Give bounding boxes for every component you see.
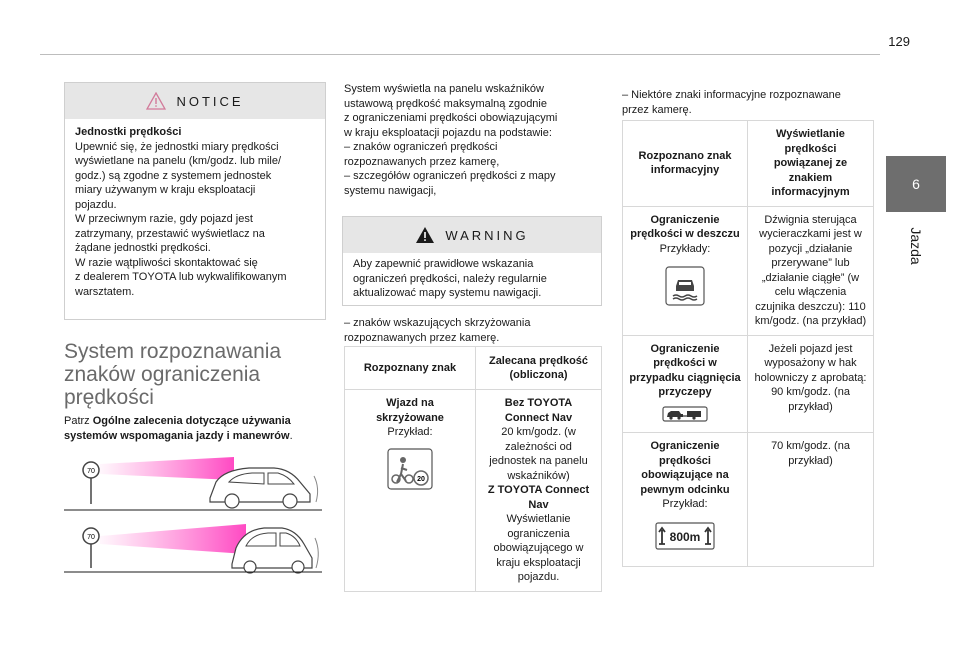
notice-line: warsztatem. bbox=[75, 285, 135, 298]
warning-box bbox=[342, 216, 602, 306]
car-camera-illustration bbox=[64, 452, 322, 512]
cell-bold-text: Ograniczenie prędkości w przypadku ciągnięcia przyczepy bbox=[629, 342, 741, 398]
table-cell bbox=[345, 390, 476, 592]
section-title-line: znaków ograniczenia bbox=[64, 363, 261, 386]
page-number: 129 bbox=[888, 34, 910, 49]
warning-header bbox=[343, 217, 601, 253]
cell-text: Wyświetlanie ograniczenia obowiązującego w kraju eksploatacji pojazdu. bbox=[493, 513, 584, 583]
text-line: rozpoznawanych przez kamerę, bbox=[344, 155, 500, 168]
chapter-tab-label bbox=[886, 216, 946, 276]
text-line: rozpoznawanych przez kamerę. bbox=[344, 331, 500, 344]
table-header-row bbox=[345, 347, 602, 390]
sign-70-text: 70 bbox=[87, 534, 95, 541]
section-reference bbox=[64, 414, 334, 443]
ref-suffix: . bbox=[289, 429, 293, 442]
table-cell: 70 km/godz. (na przykład) bbox=[748, 433, 874, 567]
table-header-cell: Rozpoznany znak bbox=[345, 347, 476, 390]
cell-bold-text: Wjazd na skrzyżowane bbox=[376, 397, 444, 424]
table-row bbox=[623, 433, 874, 567]
illustration-sign-detection-1 bbox=[64, 452, 322, 512]
table-header-cell: Rozpoznano znak informacyjny bbox=[623, 121, 748, 207]
text-line: w kraju eksploatacji pojazdu na podstawie: bbox=[344, 126, 552, 139]
cell-bold-text: Bez TOYOTA Connect Nav bbox=[504, 397, 573, 424]
table-cell bbox=[476, 390, 602, 592]
text-line: – znaków wskazujących skrzyżowania bbox=[344, 317, 531, 329]
cell-bold-text: Ograniczenie prędkości obowiązujące na pewnym odcinku bbox=[640, 440, 730, 496]
warning-triangle-icon bbox=[415, 226, 435, 244]
cell-text: Przykład: bbox=[662, 498, 708, 510]
text-line: ustawową prędkość maksymalną zgodnie bbox=[344, 97, 547, 110]
notice-box bbox=[64, 82, 326, 320]
text-line: z ograniczeniami prędkości obowiązującymi bbox=[344, 112, 558, 124]
chapter-label-text: Jazda bbox=[908, 227, 924, 265]
notice-line: miary używanym w kraju eksploatacji bbox=[75, 184, 256, 196]
sign-20-text: 20 bbox=[417, 475, 425, 483]
sign-70-text: 70 bbox=[87, 468, 95, 475]
middle-intro bbox=[344, 82, 604, 198]
intersection-table bbox=[344, 346, 602, 592]
notice-line: godz.) są zgodne z systemem jednostek bbox=[75, 169, 272, 182]
table-cell bbox=[623, 206, 748, 335]
trailer-sign-icon bbox=[629, 406, 741, 427]
text-line: systemu nawigacji, bbox=[344, 184, 437, 197]
warning-line: Aby zapewnić prawidłowe wskazania bbox=[353, 258, 534, 270]
warning-heading: WARNING bbox=[445, 227, 529, 243]
notice-line: żądane jednostki prędkości. bbox=[75, 242, 211, 254]
warning-line: aktualizować mapy systemu nawigacji. bbox=[353, 287, 542, 299]
rain-sign-icon bbox=[629, 266, 741, 311]
ref-link[interactable]: Ogólne zalecenia dotyczące używania bbox=[92, 415, 291, 427]
text-line: przez kamerę. bbox=[622, 103, 692, 116]
header-rule bbox=[40, 54, 880, 55]
notice-subtitle: Jednostki prędkości bbox=[75, 126, 182, 138]
right-intro bbox=[622, 88, 882, 117]
cell-bold-text: Z TOYOTA Connect Nav bbox=[487, 484, 590, 511]
ref-link[interactable]: systemów wspomagania jazdy i manewrów bbox=[64, 429, 290, 442]
table-cell bbox=[623, 433, 748, 567]
table-header-cell: Zalecana prędkość (obliczona) bbox=[476, 347, 602, 390]
notice-line: W przeciwnym razie, gdy pojazd jest bbox=[75, 213, 253, 225]
section-title bbox=[64, 340, 334, 409]
notice-line: pojazdu. bbox=[75, 198, 117, 211]
table-cell: Dźwignia sterująca wycieraczkami jest w pozycji „działanie przerywane” lub „działanie ciągłe” (w celu włączenia czujnika deszczu): 110 km/godz. (na przykład) bbox=[748, 206, 874, 335]
notice-line: W razie wątpliwości skontaktować się bbox=[75, 256, 258, 269]
chapter-tab-number[interactable]: 6 bbox=[886, 156, 946, 212]
text-line: – znaków ograniczeń prędkości bbox=[344, 141, 498, 153]
notice-header bbox=[65, 83, 325, 119]
warning-line: ograniczeń prędkości, należy regularnie bbox=[353, 272, 547, 285]
info-sign-table bbox=[622, 120, 874, 567]
table-row bbox=[623, 335, 874, 433]
notice-heading: NOTICE bbox=[176, 93, 244, 109]
table-cell bbox=[623, 335, 748, 433]
middle-after bbox=[344, 316, 604, 345]
illustration-sign-detection-2 bbox=[64, 514, 322, 574]
notice-line: zatrzymany, przestawić wyświetlacz na bbox=[75, 227, 265, 240]
table-row bbox=[345, 390, 602, 592]
distance-sign-icon bbox=[629, 522, 741, 555]
table-cell: Jeżeli pojazd jest wyposażony w hak holowniczy z aprobatą: 90 km/godz. (na przykład) bbox=[748, 335, 874, 433]
cell-text: Przykład: bbox=[387, 426, 433, 438]
intersection-sign-icon bbox=[351, 448, 469, 495]
distance-text: 800m bbox=[669, 529, 701, 544]
section-title-line: prędkości bbox=[64, 386, 154, 409]
ref-prefix: Patrz bbox=[64, 415, 93, 427]
notice-line: wyświetlane na panelu (km/godz. lub mile/ bbox=[75, 155, 282, 167]
warning-body bbox=[343, 253, 601, 301]
table-header-row bbox=[623, 121, 874, 207]
cell-text: 20 km/godz. (w zależności od jednostek na panelu wskaźników) bbox=[489, 426, 588, 482]
text-line: – Niektóre znaki informacyjne rozpoznawane bbox=[622, 89, 841, 101]
notice-body bbox=[65, 119, 325, 299]
car-camera-illustration bbox=[64, 514, 322, 574]
notice-line: Upewnić się, że jednostki miary prędkości bbox=[75, 140, 279, 153]
notice-line: z dealerem TOYOTA lub wykwalifikowanym bbox=[75, 271, 287, 283]
cell-bold-text: Ograniczenie prędkości w deszczu bbox=[630, 213, 740, 240]
table-header-cell: Wyświetlanie prędkości powiązanej ze znakiem informacyjnym bbox=[748, 121, 874, 207]
table-row bbox=[623, 206, 874, 335]
text-line: System wyświetla na panelu wskaźników bbox=[344, 83, 544, 95]
text-line: – szczegółów ograniczeń prędkości z mapy bbox=[344, 170, 556, 182]
warning-triangle-icon bbox=[146, 92, 166, 110]
section-title-line: System rozpoznawania bbox=[64, 340, 282, 363]
cell-text: Przykłady: bbox=[659, 242, 711, 255]
